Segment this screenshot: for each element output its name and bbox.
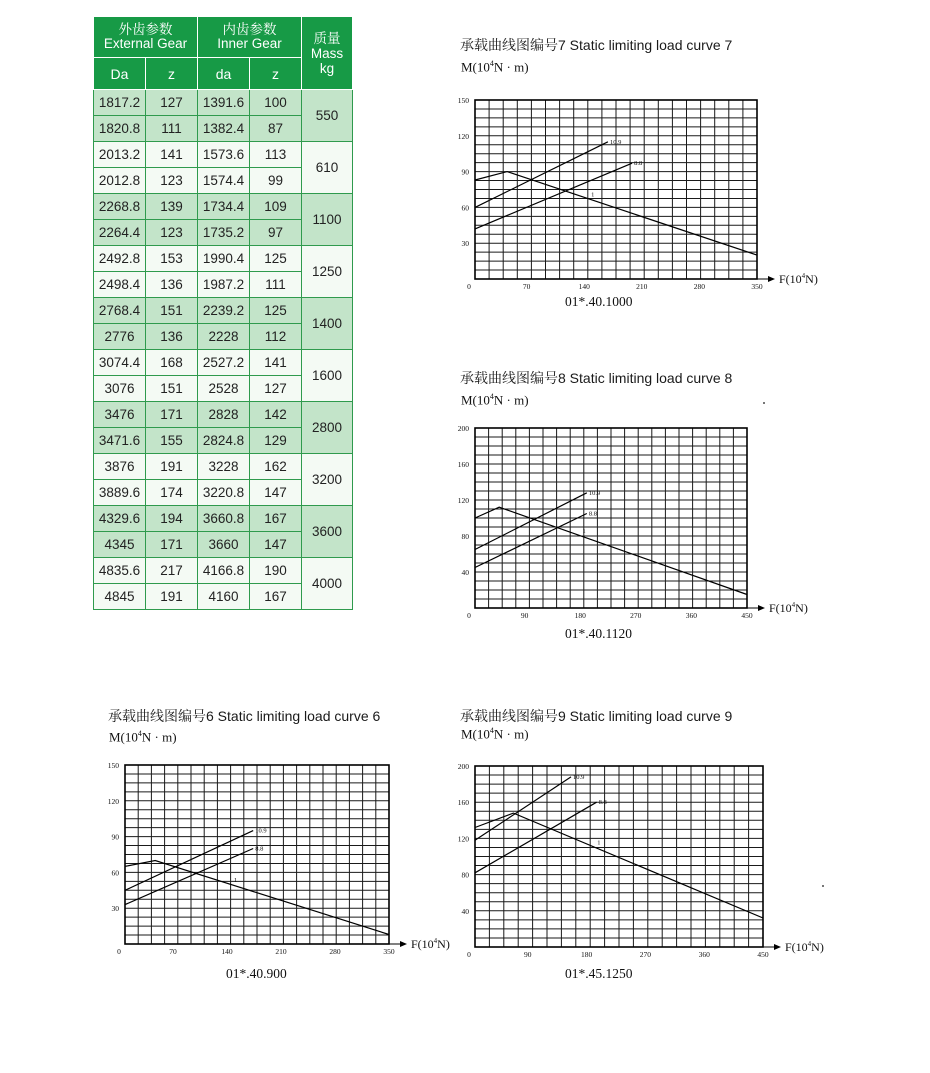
- series-label: 1: [591, 191, 595, 199]
- y-tick-label: 90: [111, 832, 119, 842]
- cell-z-inner: 147: [250, 480, 302, 506]
- y-tick-label: 150: [457, 96, 469, 105]
- chart-y-label: [461, 726, 529, 742]
- series-label: 1: [233, 877, 238, 885]
- table-row: [94, 454, 353, 480]
- cell-da-inner: 1574.4: [198, 168, 250, 194]
- chart-title: 承载曲线图编号6 Static limiting load curve 6: [108, 708, 381, 724]
- cell-da-inner: 1735.2: [198, 220, 250, 246]
- cell-z-inner: 97: [250, 220, 302, 246]
- table-row: [94, 194, 353, 220]
- cell-z-inner: 112: [250, 324, 302, 350]
- cell-mass: 3600: [302, 506, 353, 558]
- cell-da-external: 2776: [94, 324, 146, 350]
- scan-speck: [822, 885, 824, 887]
- chart-model-code: 01*.45.1250: [565, 966, 633, 981]
- mass-header-en: Mass: [310, 45, 344, 61]
- cell-z-external: 136: [146, 324, 198, 350]
- table-row: [94, 350, 353, 376]
- x-tick-label: 140: [578, 282, 590, 291]
- cell-da-external: 3076: [94, 376, 146, 402]
- series-label: 8.8: [598, 799, 607, 807]
- cell-mass: 1600: [302, 350, 353, 402]
- col-header-z-external: z: [146, 58, 198, 90]
- cell-z-external: 123: [146, 220, 198, 246]
- series-label: 1: [597, 839, 601, 847]
- cell-z-external: 168: [146, 350, 198, 376]
- x-tick-label: 90: [520, 611, 529, 620]
- cell-z-external: 171: [146, 532, 198, 558]
- chart-grid: [475, 766, 763, 947]
- y-label-main: M(10: [109, 729, 138, 745]
- cell-da-inner: 4160: [198, 584, 250, 610]
- x-label-unit: N): [795, 601, 808, 615]
- y-tick-label: 120: [107, 796, 119, 806]
- cell-da-external: 1817.2: [94, 90, 146, 116]
- y-tick-label: 80: [461, 532, 469, 541]
- chart-plot-curve8: [440, 418, 840, 633]
- cell-z-external: 139: [146, 194, 198, 220]
- cell-z-external: 174: [146, 480, 198, 506]
- x-axis-label: [779, 272, 818, 286]
- x-tick-label: 90: [524, 950, 532, 959]
- x-tick-label: 0: [117, 947, 121, 956]
- x-tick-label: 450: [741, 611, 753, 620]
- chart-model-code: 01*.40.1120: [565, 626, 632, 641]
- chart-model-code: 01*.40.900: [226, 966, 287, 981]
- chart-plot-curve7: [440, 90, 840, 305]
- gear-spec-table: [93, 16, 353, 610]
- x-tick-label: 0: [467, 611, 471, 620]
- x-label-unit: N): [805, 272, 818, 286]
- cell-da-external: 4329.6: [94, 506, 146, 532]
- cell-z-inner: 167: [250, 584, 302, 610]
- x-axis-arrow-icon: [768, 276, 775, 282]
- y-tick-label: 60: [111, 868, 119, 878]
- cell-mass: 4000: [302, 558, 353, 610]
- x-label-exponent: 4: [807, 940, 812, 948]
- cell-z-inner: 147: [250, 532, 302, 558]
- x-tick-label: 0: [467, 282, 471, 291]
- cell-mass: 1250: [302, 246, 353, 298]
- series-label: 10.9: [609, 138, 622, 146]
- x-label-unit: N): [811, 940, 824, 954]
- y-label-unit: N · m): [493, 726, 529, 742]
- x-tick-label: 0: [467, 950, 471, 959]
- y-label-main: M(10: [461, 726, 490, 742]
- cell-da-inner: 1391.6: [198, 90, 250, 116]
- cell-z-inner: 190: [250, 558, 302, 584]
- x-tick-label: 360: [698, 950, 710, 959]
- chart-title: 承载曲线图编号9 Static limiting load curve 9: [460, 708, 733, 724]
- table-row: [94, 558, 353, 584]
- x-axis-arrow-icon: [400, 941, 407, 947]
- cell-z-inner: 109: [250, 194, 302, 220]
- y-label-exponent: 4: [489, 392, 494, 401]
- table-row: [94, 402, 353, 428]
- y-tick-label: 120: [457, 496, 469, 505]
- cell-da-inner: 2239.2: [198, 298, 250, 324]
- cell-da-inner: 1990.4: [198, 246, 250, 272]
- x-label-exponent: 4: [433, 937, 438, 945]
- x-tick-label: 450: [757, 950, 769, 959]
- table-row: [94, 90, 353, 116]
- cell-z-external: 141: [146, 142, 198, 168]
- x-label-exponent: 4: [801, 272, 806, 280]
- table-row: [94, 142, 353, 168]
- series-label: 10.9: [255, 827, 267, 835]
- cell-da-external: 4845: [94, 584, 146, 610]
- mass-header-cn: 质量: [313, 30, 341, 46]
- cell-mass: 610: [302, 142, 353, 194]
- cell-da-external: 3471.6: [94, 428, 146, 454]
- cell-z-inner: 127: [250, 376, 302, 402]
- x-label-main: F(10: [779, 272, 802, 286]
- y-tick-label: 40: [461, 906, 469, 916]
- x-label-unit: N): [437, 937, 450, 951]
- series-label: 10.9: [573, 773, 585, 781]
- x-tick-label: 350: [383, 947, 395, 956]
- cell-da-inner: 1734.4: [198, 194, 250, 220]
- cell-da-external: 1820.8: [94, 116, 146, 142]
- cell-z-external: 171: [146, 402, 198, 428]
- x-tick-label: 280: [693, 282, 706, 291]
- x-tick-label: 350: [751, 282, 763, 291]
- cell-z-inner: 125: [250, 298, 302, 324]
- x-axis-arrow-icon: [758, 605, 765, 611]
- inner-gear-header: [198, 17, 302, 58]
- col-header-da-inner: da: [198, 58, 250, 90]
- chart-plot-curve9: [440, 755, 840, 965]
- cell-z-external: 123: [146, 168, 198, 194]
- table-row: [94, 298, 353, 324]
- y-tick-label: 30: [111, 904, 119, 914]
- cell-da-inner: 1382.4: [198, 116, 250, 142]
- chart-title: 承载曲线图编号8 Static limiting load curve 8: [460, 370, 733, 386]
- x-tick-label: 180: [580, 950, 593, 959]
- cell-da-external: 2268.8: [94, 194, 146, 220]
- x-axis-label: [769, 601, 808, 615]
- mass-header-unit: kg: [319, 60, 335, 76]
- x-tick-label: 270: [630, 611, 642, 620]
- cell-z-inner: 125: [250, 246, 302, 272]
- cell-z-external: 191: [146, 584, 198, 610]
- cell-da-inner: 2527.2: [198, 350, 250, 376]
- x-label-exponent: 4: [791, 601, 796, 609]
- y-label-unit: N · m): [141, 729, 177, 745]
- inner-gear-header-cn: 内齿参数: [222, 22, 277, 37]
- scan-speck: [763, 402, 765, 404]
- cell-z-inner: 87: [250, 116, 302, 142]
- cell-mass: 1400: [302, 298, 353, 350]
- x-label-main: F(10: [769, 601, 792, 615]
- cell-mass: 2800: [302, 402, 353, 454]
- series-label: 8.8: [588, 510, 597, 518]
- inner-gear-header-en: Inner Gear: [217, 36, 282, 51]
- cell-z-inner: 142: [250, 402, 302, 428]
- cell-da-inner: 2828: [198, 402, 250, 428]
- x-tick-label: 140: [221, 947, 233, 956]
- series-label: 1: [582, 528, 586, 536]
- series-label: 8.8: [634, 160, 643, 168]
- y-tick-label: 200: [457, 424, 469, 433]
- cell-z-external: 111: [146, 116, 198, 142]
- cell-z-external: 191: [146, 454, 198, 480]
- chart-grid: [125, 765, 389, 944]
- cell-da-external: 3476: [94, 402, 146, 428]
- cell-z-external: 151: [146, 376, 198, 402]
- cell-da-external: 2492.8: [94, 246, 146, 272]
- cell-z-inner: 167: [250, 506, 302, 532]
- y-tick-label: 60: [461, 203, 469, 213]
- x-axis-arrow-icon: [774, 944, 781, 950]
- cell-da-external: 4345: [94, 532, 146, 558]
- x-tick-label: 180: [574, 611, 586, 620]
- cell-da-external: 2498.4: [94, 272, 146, 298]
- y-tick-label: 120: [457, 131, 469, 141]
- col-header-z-inner: z: [250, 58, 302, 90]
- cell-da-external: 2013.2: [94, 142, 146, 168]
- x-label-main: F(10: [785, 940, 808, 954]
- cell-da-inner: 1573.6: [198, 142, 250, 168]
- cell-da-inner: 3228: [198, 454, 250, 480]
- cell-z-inner: 141: [250, 350, 302, 376]
- chart-model-code: 01*.40.1000: [565, 294, 633, 309]
- x-axis-label: [785, 940, 824, 954]
- cell-z-external: 151: [146, 298, 198, 324]
- x-tick-label: 70: [522, 282, 531, 291]
- x-tick-label: 270: [639, 950, 652, 959]
- table-row: [94, 506, 353, 532]
- cell-z-external: 127: [146, 90, 198, 116]
- y-tick-label: 200: [457, 762, 469, 771]
- y-label-exponent: 4: [489, 726, 494, 735]
- y-label-exponent: 4: [489, 59, 494, 68]
- cell-z-inner: 100: [250, 90, 302, 116]
- cell-da-external: 2012.8: [94, 168, 146, 194]
- x-label-main: F(10: [411, 937, 434, 951]
- y-label-main: M(10: [461, 59, 490, 75]
- external-gear-header: [94, 17, 198, 58]
- series-label: 8.8: [255, 845, 264, 853]
- y-tick-label: 150: [107, 761, 119, 770]
- mass-header: [302, 17, 353, 90]
- cell-z-inner: 129: [250, 428, 302, 454]
- table-row: [94, 246, 353, 272]
- cell-da-external: 2768.4: [94, 298, 146, 324]
- y-label-unit: N · m): [493, 59, 529, 75]
- chart-grid: [475, 100, 757, 279]
- x-tick-label: 70: [169, 947, 177, 956]
- chart-grid: [475, 428, 747, 608]
- cell-da-inner: 2824.8: [198, 428, 250, 454]
- cell-z-external: 194: [146, 506, 198, 532]
- chart-y-label: [109, 729, 177, 745]
- cell-da-inner: 3220.8: [198, 480, 250, 506]
- series-label: 10.9: [588, 489, 601, 497]
- chart-y-label: [461, 392, 529, 408]
- cell-z-inner: 111: [250, 272, 302, 298]
- cell-da-external: 4835.6: [94, 558, 146, 584]
- cell-da-external: 2264.4: [94, 220, 146, 246]
- y-label-main: M(10: [461, 392, 490, 408]
- cell-z-inner: 162: [250, 454, 302, 480]
- chart-plot-curve6: [95, 755, 475, 965]
- chart-title: 承载曲线图编号7 Static limiting load curve 7: [460, 37, 733, 53]
- external-gear-header-en: External Gear: [103, 36, 188, 51]
- y-tick-label: 120: [457, 834, 469, 844]
- y-label-exponent: 4: [137, 729, 142, 738]
- cell-da-external: 3074.4: [94, 350, 146, 376]
- y-tick-label: 30: [461, 239, 469, 249]
- x-tick-label: 210: [275, 947, 287, 956]
- x-tick-label: 210: [636, 282, 648, 291]
- cell-z-inner: 113: [250, 142, 302, 168]
- y-tick-label: 40: [461, 568, 469, 577]
- cell-mass: 3200: [302, 454, 353, 506]
- cell-da-inner: 1987.2: [198, 272, 250, 298]
- y-tick-label: 80: [461, 870, 469, 880]
- cell-z-external: 155: [146, 428, 198, 454]
- y-tick-label: 160: [457, 798, 469, 808]
- cell-da-external: 3876: [94, 454, 146, 480]
- y-label-unit: N · m): [493, 392, 529, 408]
- cell-mass: 1100: [302, 194, 353, 246]
- cell-mass: 550: [302, 90, 353, 142]
- x-tick-label: 280: [329, 947, 341, 956]
- cell-z-external: 136: [146, 272, 198, 298]
- spec-table-body: [94, 90, 353, 610]
- cell-da-inner: 2228: [198, 324, 250, 350]
- external-gear-header-cn: 外齿参数: [118, 22, 173, 37]
- cell-da-inner: 3660.8: [198, 506, 250, 532]
- y-tick-label: 160: [457, 460, 469, 469]
- cell-z-inner: 99: [250, 168, 302, 194]
- cell-z-external: 153: [146, 246, 198, 272]
- cell-da-external: 3889.6: [94, 480, 146, 506]
- y-tick-label: 90: [461, 167, 469, 177]
- x-tick-label: 360: [685, 611, 698, 620]
- series-line-8-8: [475, 802, 597, 873]
- cell-da-inner: 3660: [198, 532, 250, 558]
- cell-z-external: 217: [146, 558, 198, 584]
- chart-y-label: [461, 59, 529, 75]
- col-header-da-external: Da: [94, 58, 146, 90]
- cell-da-inner: 2528: [198, 376, 250, 402]
- cell-da-inner: 4166.8: [198, 558, 250, 584]
